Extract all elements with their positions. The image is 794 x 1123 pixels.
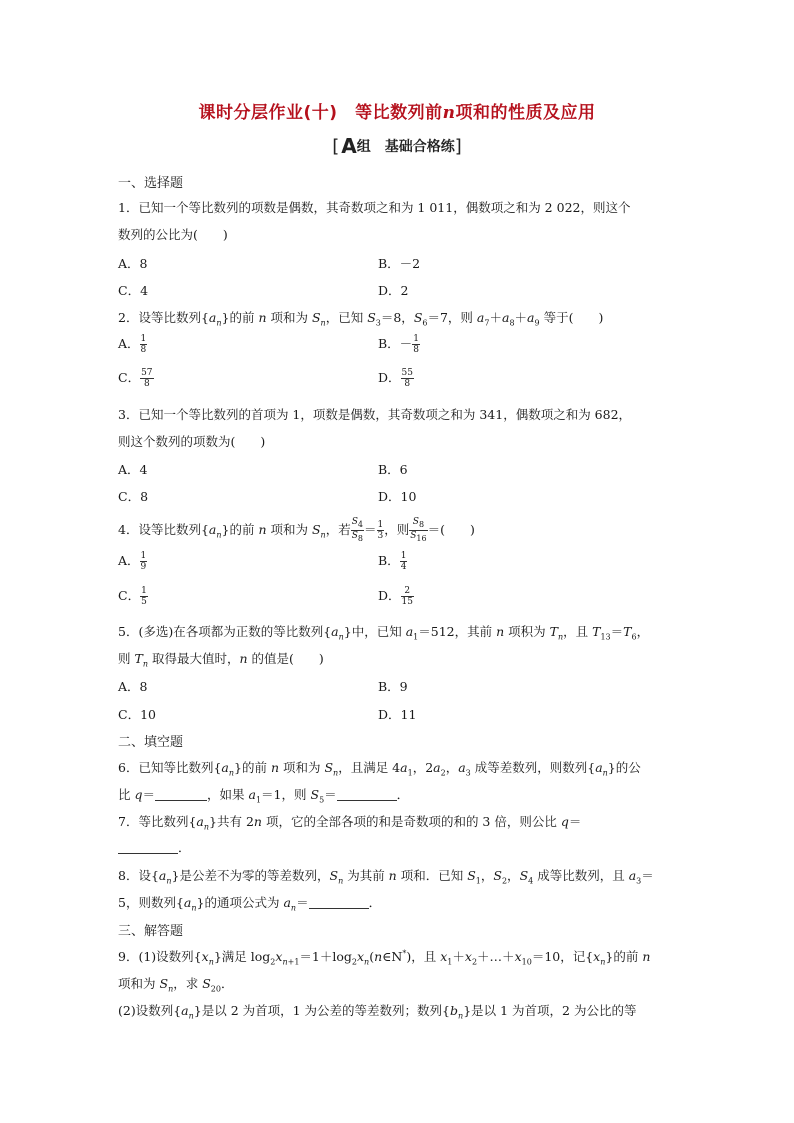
q1-option-d: D．2: [378, 283, 409, 298]
group-heading: [ A组 基础合格练]: [332, 134, 462, 158]
question-8-line-1: 8．设$\{a_n\}$是公差不为零的等差数列，$S_n$ 为其前 n 项和．已知 $S_1$，$S_2$，$S_4$ 成等比数列，且 $a_3=$: [118, 868, 654, 886]
q3-option-d: D．10: [378, 489, 417, 504]
q4-option-c: C． $\frac{1}{5}$: [118, 586, 147, 607]
q2-option-d: D． $\frac{55}{8}$: [378, 368, 413, 389]
answer-blank[interactable]: [337, 799, 397, 801]
question-4-text: 4．设等比数列$\{a_n\}$的前 n 项和为 $S_n$，若 $\frac{S_4}{S_8}$ ＝ $\frac{1}{3}$ ，则 $\frac{S_8}{S_{16}}$ ＝( ): [118, 517, 475, 543]
q2-option-b: B．－ $\frac{1}{8}$: [378, 334, 419, 355]
answer-blank[interactable]: [118, 852, 178, 854]
question-3-line-1: 3．已知一个等比数列的首项为 1，项数是偶数，其奇数项之和为 341，偶数项之和为 682，: [118, 407, 632, 422]
q5-option-a: A．8: [118, 679, 148, 694]
question-2-text: 2．设等比数列$\{a_n\}$的前 n 项和为 $S_n$，已知 $S_3=8$，$S_6=7$，则 $a_7+a_8+a_9$ 等于( ): [118, 310, 604, 328]
q1-option-b: B．－2: [378, 256, 421, 271]
answer-blank[interactable]: [309, 907, 369, 909]
question-1-line-1: 1．已知一个等比数列的项数是偶数，其奇数项之和为 1 011，偶数项之和为 2 022，则这个: [118, 200, 631, 215]
question-8-line-2: 5，则数列$\{a_n\}$的通项公式为 $a_n=$ ．: [118, 895, 382, 913]
q3-option-c: C．8: [118, 489, 149, 504]
q1-option-a: A．8: [118, 256, 148, 271]
q3-option-b: B．6: [378, 462, 408, 477]
question-9-line-1: 9．(1)设数列$\{x_n\}$满足 $\log_2x_{n+1}=1+\log_2x_n(n\in N^*)$，且 $x_1+x_2+\dots+x_{10}=10$，记$\{x_n\}$的前 n: [118, 948, 651, 967]
question-1-line-2: 数列的公比为( ): [118, 227, 228, 242]
question-9-line-3: (2)设数列$\{a_n\}$是以 2 为首项，1 为公差的等差数列；数列$\{b_n\}$是以 1 为首项，2 为公比的等: [118, 1003, 637, 1021]
page-title: 课时分层作业(十) 等比数列前n项和的性质及应用: [198, 103, 596, 123]
q1-option-c: C．4: [118, 283, 149, 298]
question-7-line-1: 7．等比数列$\{a_n\}$共有 2n 项，它的全部各项的和是奇数项的和的 3 倍，则公比 q＝: [118, 814, 582, 832]
q3-option-a: A．4: [118, 462, 148, 477]
section-heading-fill: 二、填空题: [118, 735, 184, 750]
q5-option-c: C．10: [118, 707, 156, 722]
question-5-line-1: 5．(多选)在各项都为正数的等比数列$\{a_n\}$中，已知 $a_1=512$，其前 n 项积为 $T_n$，且 $T_{13}=T_6$，: [118, 624, 650, 642]
q2-option-a: A． $\frac{1}{8}$: [118, 334, 147, 355]
answer-blank[interactable]: [155, 799, 207, 801]
q4-option-d: D． $\frac{2}{15}$: [378, 586, 413, 607]
question-7-line-2: ．: [118, 838, 191, 856]
q4-option-b: B． $\frac{1}{4}$: [378, 551, 407, 572]
q5-option-b: B．9: [378, 679, 408, 694]
section-heading-solve: 三、解答题: [118, 924, 184, 939]
q5-option-d: D．11: [378, 707, 417, 722]
q4-option-a: A． $\frac{1}{9}$: [118, 551, 147, 572]
question-3-line-2: 则这个数列的项数为( ): [118, 434, 266, 449]
question-5-line-2: 则 $T_n$ 取得最大值时，n 的值是( ): [118, 651, 324, 669]
question-6-line-1: 6．已知等比数列$\{a_n\}$的前 n 项和为 $S_n$，且满足 $4a_1$，$2a_2$，$a_3$ 成等差数列，则数列$\{a_n\}$的公: [118, 760, 641, 778]
q2-option-c: C． $\frac{57}{8}$: [118, 368, 153, 389]
question-6-line-2: 比 q＝ ，如果 $a_1=1$，则 $S_5=$ ．: [118, 787, 410, 805]
question-9-line-2: 项和为 $S_n$，求 $S_{20}$．: [118, 976, 234, 994]
section-heading-choice: 一、选择题: [118, 176, 184, 191]
